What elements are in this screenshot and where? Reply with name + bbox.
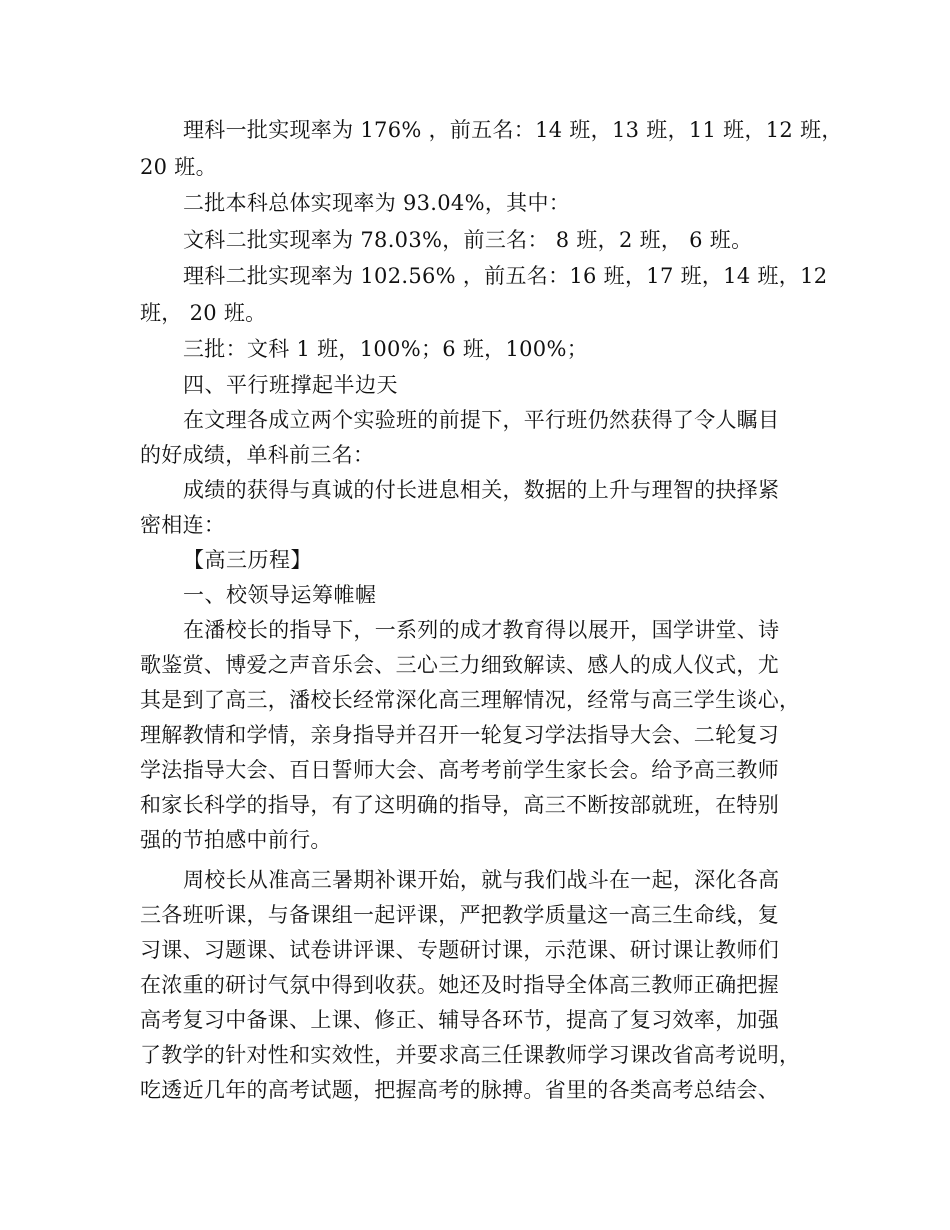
text-line: 理解教情和学情，亲身指导并召开一轮复习学法指导大会、二轮复习	[140, 723, 779, 747]
text-line: 二批本科总体实现率为 93.04%，其中：	[183, 191, 571, 215]
text-line: 在文理各成立两个实验班的前提下，平行班仍然获得了令人瞩目	[183, 408, 780, 432]
text-line: 吃透近几年的高考试题，把握高考的脉搏。省里的各类高考总结会、	[140, 1078, 779, 1102]
text-line: 其是到了高三，潘校长经常深化高三理解情况，经常与高三学生谈心，	[140, 688, 801, 712]
text-line: 周校长从准高三暑期补课开始，就与我们战斗在一起，深化各高	[183, 868, 780, 892]
text-line: 班， 20 班。	[140, 301, 267, 325]
text-line: 成绩的获得与真诚的付长进息相关，数据的上升与理智的抉择紧	[183, 478, 780, 502]
text-line: 文科二批实现率为 78.03%，前三名： 8 班，2 班， 6 班。	[183, 228, 753, 252]
section-heading: 【高三历程】	[183, 548, 312, 572]
text-line: 三批：文科 1 班，100%；6 班，100%；	[183, 337, 589, 361]
section-heading: 一、校领导运筹帷幄	[183, 583, 377, 607]
text-line: 习课、习题课、试卷讲评课、专题研讨课，示范课、研讨课让教师们	[140, 938, 779, 962]
text-line: 理科一批实现率为 176% ，前五名：14 班，13 班，11 班，12 班，	[183, 118, 843, 142]
text-line: 在潘校长的指导下，一系列的成才教育得以展开，国学讲堂、诗	[183, 618, 780, 642]
text-line: 密相连：	[140, 513, 226, 537]
section-heading: 四、平行班撑起半边天	[183, 373, 398, 397]
text-line: 强的节拍感中前行。	[140, 828, 332, 852]
text-line: 高考复习中备课、上课、修正、辅导各环节，提高了复习效率，加强	[140, 1008, 779, 1032]
text-line: 学法指导大会、百日誓师大会、高考考前学生家长会。给予高三教师	[140, 758, 779, 782]
text-line: 在浓重的研讨气氛中得到收获。她还及时指导全体高三教师正确把握	[140, 973, 779, 997]
text-line: 三各班听课，与备课组一起评课，严把教学质量这一高三生命线，复	[140, 903, 779, 927]
text-line: 理科二批实现率为 102.56% ，前五名：16 班，17 班，14 班，12	[183, 264, 828, 288]
text-line: 的好成绩，单科前三名：	[140, 443, 375, 467]
text-line: 了教学的针对性和实效性，并要求高三任课教师学习课改省高考说明，	[140, 1043, 801, 1067]
text-line: 20 班。	[140, 155, 217, 179]
text-line: 和家长科学的指导，有了这明确的指导，高三不断按部就班，在特别	[140, 793, 779, 817]
text-line: 歌鉴赏、博爱之声音乐会、三心三力细致解读、感人的成人仪式，尤	[140, 653, 779, 677]
